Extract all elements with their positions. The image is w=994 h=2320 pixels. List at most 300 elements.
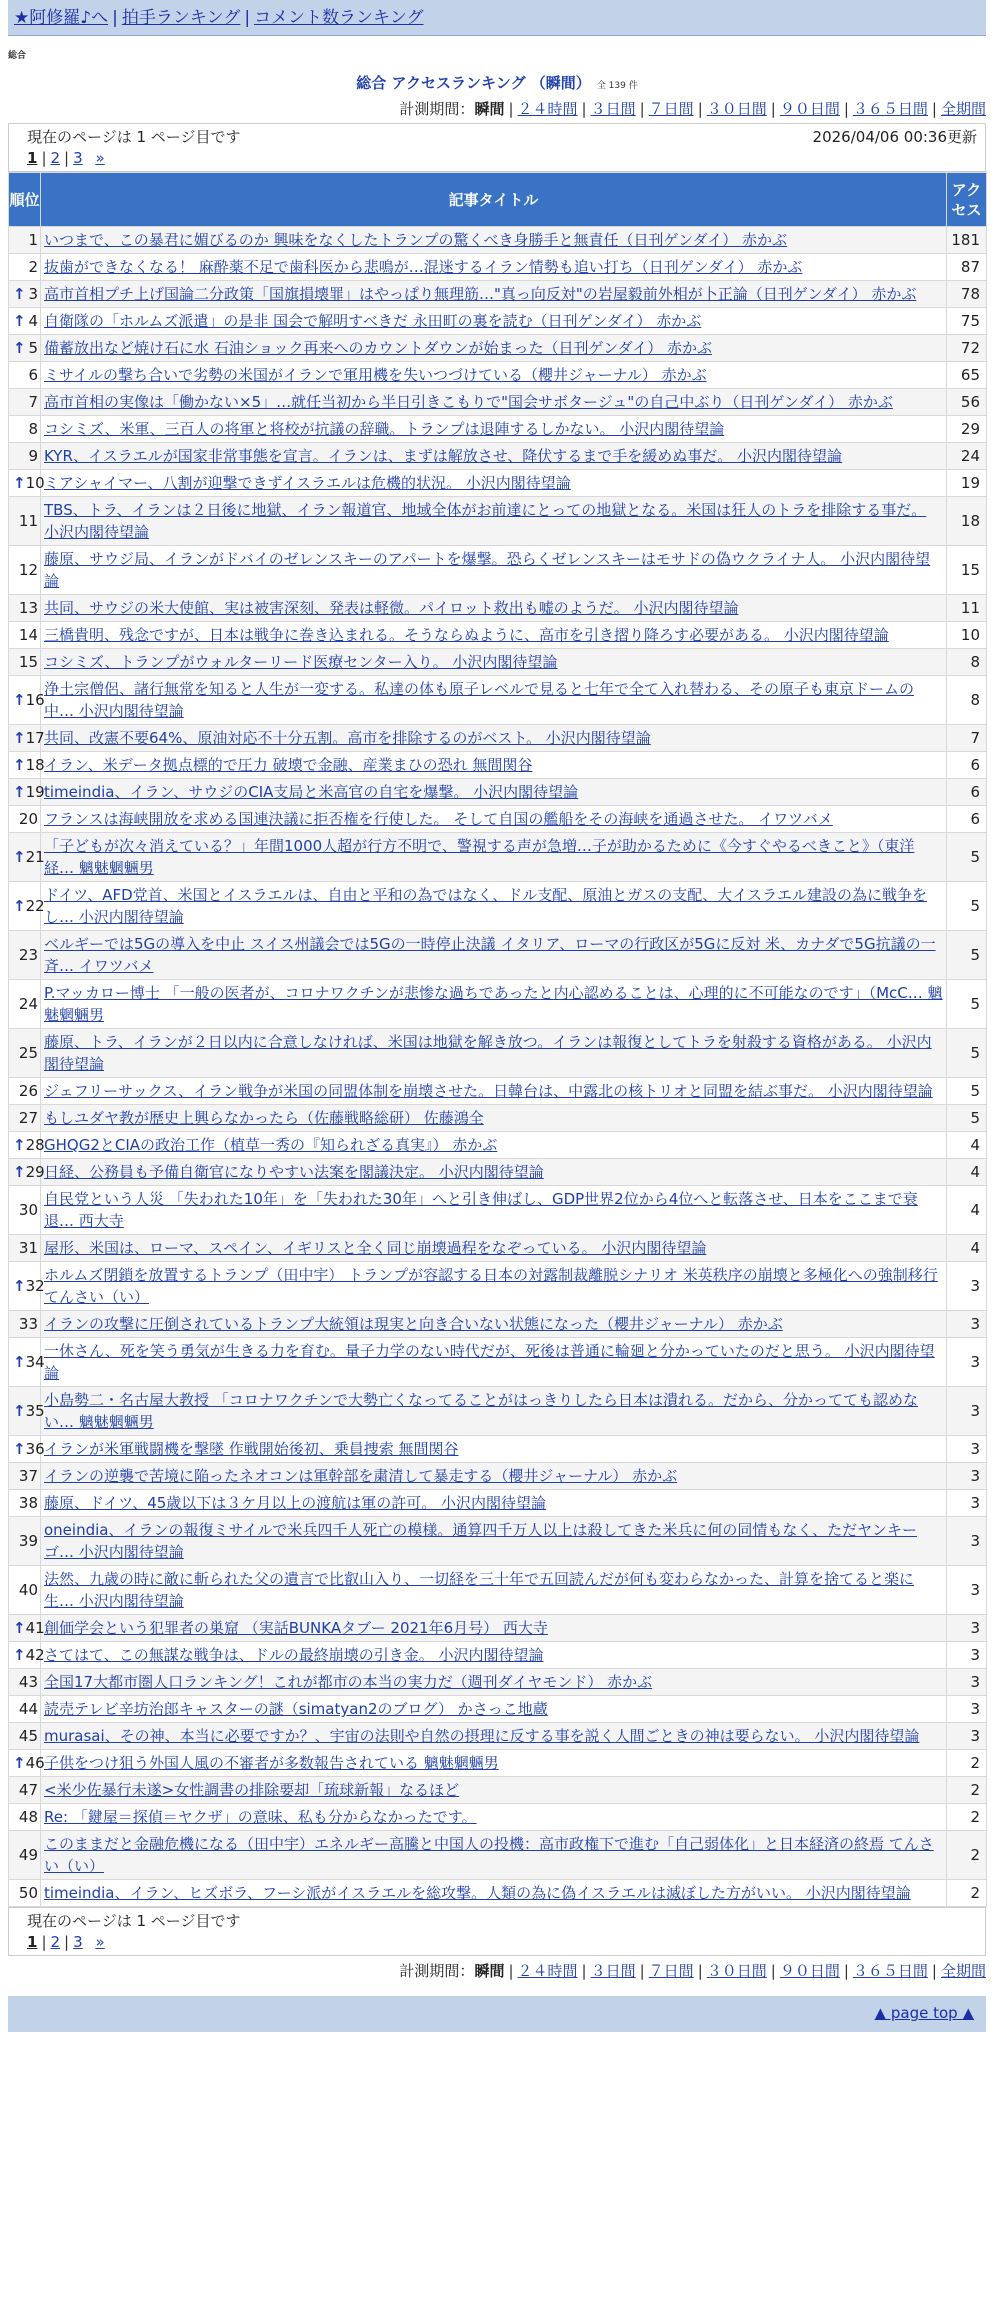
title-cell — [41, 752, 947, 779]
rank-up-arrow-icon: ↑ — [13, 691, 26, 709]
rank-number: 27 — [18, 1109, 38, 1127]
article-title-link[interactable]: P.マッカロー博士 「一般の医者が、コロナワクチンが悲惨な過ちであったと内心認めることは、心理的に不可能なのです」（McC… 魑魅魍魎男 — [44, 984, 943, 1024]
rank-number: 6 — [28, 366, 38, 384]
table-row — [9, 497, 987, 546]
rank-number: 14 — [18, 626, 38, 644]
page-link-2[interactable]: 2 — [50, 149, 61, 167]
article-title-link[interactable]: 抜歯ができなくなる！ 麻酔薬不足で歯科医から悲鳴が…混迷するイラン情勢も追い打ち（日刊ゲンダイ） 赤かぶ — [44, 258, 803, 276]
article-title-link[interactable]: 読売テレビ辛坊治郎キャスターの謎（simatyan2のブログ） かさっこ地蔵 — [44, 1700, 548, 1718]
column-header-rank: 順位 — [9, 173, 41, 227]
access-count: 18 — [947, 497, 987, 546]
rank-cell — [9, 1696, 41, 1723]
table-row — [9, 1436, 987, 1463]
rank-up-arrow-icon: ↑ — [13, 1402, 26, 1420]
article-title-link[interactable]: さてはて、この無謀な戦争は、ドルの最終崩壊の引き金。 小沢内閣待望論 — [44, 1646, 544, 1664]
table-row — [9, 389, 987, 416]
article-title-link[interactable]: コシミズ、トランプがウォルターリード医療センター入り。 小沢内閣待望論 — [44, 653, 558, 671]
title-cell — [41, 1831, 947, 1880]
title-cell — [41, 931, 947, 980]
title-cell — [41, 595, 947, 622]
article-title-link[interactable]: 藤原、トラ、イランが２日以内に合意しなければ、米国は地獄を解き放つ。イランは報復としてトラを射殺する資格がある。 小沢内閣待望論 — [44, 1033, 932, 1073]
article-title-link[interactable]: ベルギーでは5Gの導入を中止 スイス州議会では5Gの一時停止決議 イタリア、ローマの行政区が5Gに反対 米、カナダで5G抗議の一斉… イワツバメ — [44, 935, 936, 975]
table-row — [9, 1387, 987, 1436]
rank-number: 29 — [25, 1163, 45, 1181]
table-row — [9, 779, 987, 806]
table-row — [9, 833, 987, 882]
article-title-link[interactable]: ドイツ、AFD党首、米国とイスラエルは、自由と平和の為ではなく、ドル支配、原油とガスの支配、大イスラエル建設の為に戦争をし… 小沢内閣待望論 — [44, 886, 928, 926]
title-cell — [41, 1669, 947, 1696]
title-cell — [41, 1804, 947, 1831]
title-cell — [41, 281, 947, 308]
rank-up-arrow-icon: ↑ — [13, 729, 26, 747]
article-title-link[interactable]: 藤原、サウジ局、イランがドバイのゼレンスキーのアパートを爆撃。恐らくゼレンスキーはモサドの偽ウクライナ人。 小沢内閣待望論 — [44, 550, 931, 590]
rank-cell — [9, 931, 41, 980]
rank-cell — [9, 806, 41, 833]
rank-number: 38 — [18, 1494, 38, 1512]
title-cell — [41, 806, 947, 833]
period-link-24h[interactable]: ２４時間 — [517, 100, 578, 118]
access-count: 8 — [947, 649, 987, 676]
title-cell — [41, 1235, 947, 1262]
current-page-text: 現在のページは 1 ページ目です — [27, 128, 241, 146]
access-count: 87 — [947, 254, 987, 281]
article-title-link[interactable]: timeindia、イラン、サウジのCIA支局と米高官の自宅を爆撃。 小沢内閣待望論 — [44, 783, 579, 801]
nav-separator: | — [244, 8, 251, 28]
rank-number: 39 — [18, 1532, 38, 1550]
table-row — [9, 1132, 987, 1159]
article-title-link[interactable]: TBS、トラ、イランは２日後に地獄、イラン報道官、地域全体がお前達にとっての地獄となる。米国は狂人のトラを排除する事だ。 小沢内閣待望論 — [44, 501, 927, 541]
page-link-2-bottom[interactable]: 2 — [50, 1933, 61, 1951]
rank-cell — [9, 1880, 41, 1907]
period-link-365d[interactable]: ３６５日間 — [852, 100, 928, 118]
article-title-link[interactable]: 創価学会という犯罪者の巣窟 （実話BUNKAタブー 2021年6月号） 西大寺 — [44, 1619, 548, 1637]
access-count: 3 — [947, 1669, 987, 1696]
rank-cell — [9, 227, 41, 254]
access-count: 5 — [947, 1105, 987, 1132]
table-row — [9, 1615, 987, 1642]
access-count: 7 — [947, 725, 987, 752]
access-count: 3 — [947, 1615, 987, 1642]
rank-cell — [9, 833, 45, 882]
title-cell — [41, 1436, 947, 1463]
rank-cell — [9, 389, 41, 416]
article-title-link[interactable]: 自衛隊の「ホルムズ派遣」の是非 国会で解明すべきだ 永田町の裏を読む（日刊ゲンダイ） 赤かぶ — [44, 312, 702, 330]
rank-cell — [9, 595, 41, 622]
article-title-link[interactable]: 一休さん、死を笑う勇気が生きる力を育む。量子力学のない時代だが、死後は普通に輪廻と分かっていたのだと思う。 小沢内閣待望論 — [44, 1342, 935, 1382]
rank-cell — [9, 1517, 41, 1566]
table-row — [9, 335, 987, 362]
column-header-title: 記事タイトル — [41, 173, 947, 227]
rank-cell — [9, 779, 45, 806]
title-cell — [41, 470, 947, 497]
page-link-3-bottom[interactable]: 3 — [73, 1933, 83, 1951]
rank-cell — [9, 1642, 45, 1669]
access-count: 5 — [947, 833, 987, 882]
title-cell — [41, 362, 947, 389]
rank-up-arrow-icon: ↑ — [13, 1619, 26, 1637]
access-count: 3 — [947, 1490, 987, 1517]
article-title-link[interactable]: 共同、サウジの米大使館、実は被害深刻、発表は軽微。パイロット救出も嘘のようだ。 小沢内閣待望論 — [44, 599, 739, 617]
table-row — [9, 1186, 987, 1235]
title-cell — [41, 1642, 947, 1669]
title-cell — [41, 1132, 947, 1159]
rank-number: 33 — [18, 1315, 38, 1333]
period-link-7d-bottom[interactable]: ７日間 — [648, 1962, 694, 1980]
period-link-30d[interactable]: ３０日間 — [706, 100, 767, 118]
table-row — [9, 725, 987, 752]
table-row — [9, 1338, 987, 1387]
page-top-link[interactable]: ▲ page top ▲ — [874, 2004, 974, 2022]
rank-up-arrow-icon: ↑ — [13, 1440, 26, 1458]
access-count: 6 — [947, 752, 987, 779]
footer-bar — [8, 1996, 986, 2032]
title-cell — [41, 1777, 947, 1804]
access-count: 29 — [947, 416, 987, 443]
rank-cell — [9, 1029, 41, 1078]
table-row — [9, 1105, 987, 1132]
rank-cell — [9, 1723, 41, 1750]
access-count: 3 — [947, 1387, 987, 1436]
period-link-3d[interactable]: ３日間 — [590, 100, 636, 118]
rank-number: 43 — [18, 1673, 38, 1691]
rank-number: 42 — [25, 1646, 45, 1664]
rank-cell — [9, 1159, 45, 1186]
rank-cell — [9, 1804, 41, 1831]
article-title-link[interactable]: 「子どもが次々消えている？」年間1000人超が行方不明で、警視する声が急増…子が助かるために《今すぐやるべきこと》（東洋経… 魑魅魍魎男 — [44, 837, 915, 877]
access-count: 6 — [947, 806, 987, 833]
rank-number: 40 — [18, 1581, 38, 1599]
category-tag: 総合 — [8, 51, 27, 61]
rank-cell — [9, 725, 45, 752]
article-title-link[interactable]: 屋形、米国は、ローマ、スペイン、イギリスと全く同じ崩壊過程をなぞっている。 小沢内閣待望論 — [44, 1239, 707, 1257]
table-row — [9, 1566, 987, 1615]
rank-cell — [9, 443, 41, 470]
article-title-link[interactable]: 小島勢二・名古屋大教授 「コロナワクチンで大勢亡くなってることがはっきりしたら日本は潰れる。だから、分かってても認めない… 魑魅魍魎男 — [44, 1391, 919, 1431]
rank-number: 13 — [18, 599, 38, 617]
table-row — [9, 1831, 987, 1880]
article-title-link[interactable]: 自民党という人災 「失われた10年」を「失われた30年」へと引き伸ばし、GDP世界2位から4位へと転落させ、日本をここまで衰退… 西大寺 — [44, 1190, 918, 1230]
title-cell — [41, 980, 947, 1029]
rank-cell — [9, 308, 41, 335]
article-title-link[interactable]: イラン、米データ拠点標的で圧力 破壊で金融、産業まひの恐れ 無間関谷 — [44, 756, 533, 774]
pagination-top: 1 | 2 | 3 » — [27, 149, 105, 167]
title-cell — [41, 833, 947, 882]
access-count: 4 — [947, 1159, 987, 1186]
title-cell — [41, 546, 947, 595]
period-label-bottom: 計測期間： — [399, 1962, 475, 1980]
access-count: 4 — [947, 1235, 987, 1262]
nav-link-asyura-home[interactable]: ★阿修羅♪へ — [14, 8, 109, 28]
rank-number: 37 — [18, 1467, 38, 1485]
period-link-24h-bottom[interactable]: ２４時間 — [517, 1962, 578, 1980]
access-count: 5 — [947, 1078, 987, 1105]
table-row — [9, 254, 987, 281]
table-row — [9, 546, 987, 595]
title-cell — [41, 725, 947, 752]
rank-cell — [9, 1186, 41, 1235]
title-cell — [41, 1566, 947, 1615]
access-count: 3 — [947, 1696, 987, 1723]
table-row — [9, 1642, 987, 1669]
nav-link-applause-ranking[interactable]: 拍手ランキング — [121, 8, 241, 28]
access-count: 4 — [947, 1186, 987, 1235]
page-link-3[interactable]: 3 — [73, 149, 83, 167]
title-cell — [41, 443, 947, 470]
article-title-link[interactable]: 三橋貴明、残念ですが、日本は戦争に巻き込まれる。そうならぬように、高市を引き摺り降ろす必要がある。 小沢内閣待望論 — [44, 626, 889, 644]
ranking-table — [8, 172, 987, 1907]
rank-cell — [9, 254, 41, 281]
article-title-link[interactable]: <米少佐暴行未遂>女性調書の排除要却「琉球新報」なるほど — [44, 1781, 460, 1799]
access-count: 3 — [947, 1566, 987, 1615]
rank-up-arrow-icon: ↑ — [13, 848, 26, 866]
table-row — [9, 416, 987, 443]
rank-cell — [9, 752, 45, 779]
rank-cell — [9, 1387, 45, 1436]
rank-number: 20 — [18, 810, 38, 828]
table-row — [9, 752, 987, 779]
rank-number: 50 — [18, 1884, 38, 1902]
article-title-link[interactable]: いつまで、この暴君に媚びるのか 興味をなくしたトランプの驚くべき身勝手と無責任（日刊ゲンダイ） 赤かぶ — [44, 231, 788, 249]
article-title-link[interactable]: murasai、その神、本当に必要ですか？、宇宙の法則や自然の摂理に反する事を説く人間ごときの神は要らない。 小沢内閣待望論 — [44, 1727, 920, 1745]
rank-number: 36 — [25, 1440, 45, 1458]
period-selector-top: 計測期間：瞬間 | ２４時間 | ３日間 | ７日間 | ３０日間 | ９０日間 | ３６５日間 | 全期間 — [399, 100, 986, 118]
access-count: 75 — [947, 308, 987, 335]
article-title-link[interactable]: 共同、改憲不要64%、原油対応不十分五割。高市を排除するのがベスト。 小沢内閣待望論 — [44, 729, 651, 747]
rank-number: 47 — [18, 1781, 38, 1799]
period-label: 計測期間： — [399, 100, 475, 118]
rank-cell — [9, 1105, 41, 1132]
column-header-access: アクセス — [947, 173, 987, 227]
rank-cell — [9, 1132, 45, 1159]
rank-number: 25 — [18, 1044, 38, 1062]
access-count: 2 — [947, 1777, 987, 1804]
title-cell — [41, 1615, 947, 1642]
access-count: 3 — [947, 1517, 987, 1566]
rank-cell — [9, 1831, 41, 1880]
access-count: 15 — [947, 546, 987, 595]
article-title-link[interactable]: Re: 「鍵屋＝探偵＝ヤクザ」の意味、私も分からなかったです。 — [44, 1808, 477, 1826]
article-title-link[interactable]: イランが米軍戦闘機を撃墜 作戦開始後初、乗員捜索 無間関谷 — [44, 1440, 459, 1458]
table-row — [9, 362, 987, 389]
rank-cell — [9, 546, 41, 595]
period-link-90d[interactable]: ９０日間 — [779, 100, 840, 118]
article-title-link[interactable]: ミアシャイマー、八割が迎撃できずイスラエルは危機的状況。 小沢内閣待望論 — [44, 474, 571, 492]
table-row — [9, 281, 987, 308]
title-cell — [41, 497, 947, 546]
article-title-link[interactable]: イランの逆襲で苦境に陥ったネオコンは軍幹部を粛清して暴走する（櫻井ジャーナル） 赤かぶ — [44, 1467, 678, 1485]
rank-up-arrow-icon: ↑ — [13, 1754, 26, 1772]
article-title-link[interactable]: 高市首相の実像は「働かない×5」…就任当初から半日引きこもりで"国会サボタージュ"の自己中ぶり（日刊ゲンダイ） 赤かぶ — [44, 393, 893, 411]
rank-cell — [9, 1311, 41, 1338]
page-info-bottom — [8, 1907, 986, 1956]
title-cell — [41, 882, 947, 931]
article-title-link[interactable]: もしユダヤ教が歴史上興らなかったら（佐藤戦略総研） 佐藤鴻全 — [44, 1109, 484, 1127]
rank-number: 4 — [28, 312, 38, 330]
rank-number: 12 — [18, 561, 38, 579]
article-title-link[interactable]: timeindia、イラン、ヒズボラ、フーシ派がイスラエルを総攻撃。人類の為に偽イスラエルは滅ぼした方がいい。 小沢内閣待望論 — [44, 1884, 911, 1902]
title-cell — [41, 1078, 947, 1105]
rank-up-arrow-icon: ↑ — [13, 1277, 26, 1295]
rank-number: 24 — [18, 995, 38, 1013]
period-link-3d-bottom[interactable]: ３日間 — [590, 1962, 636, 1980]
rank-up-arrow-icon: ↑ — [13, 1646, 26, 1664]
article-title-link[interactable]: 日経、公務員も予備自衛官になりやすい法案を閣議決定。 小沢内閣待望論 — [44, 1163, 544, 1181]
article-title-link[interactable]: イランの攻撃に圧倒されているトランプ大統領は現実と向き合いない状態になった（櫻井ジャーナル） 赤かぶ — [44, 1315, 783, 1333]
rank-number: 10 — [25, 474, 45, 492]
rank-number: 31 — [18, 1239, 38, 1257]
rank-cell — [9, 980, 41, 1029]
page-current-bottom: 1 — [27, 1933, 38, 1951]
period-link-7d[interactable]: ７日間 — [648, 100, 694, 118]
title-cell — [41, 254, 947, 281]
period-link-90d-bottom[interactable]: ９０日間 — [779, 1962, 840, 1980]
table-row — [9, 1029, 987, 1078]
access-count: 2 — [947, 1804, 987, 1831]
title-cell — [41, 1159, 947, 1186]
period-current: 瞬間 — [474, 100, 505, 118]
page-next-link-bottom[interactable]: » — [95, 1933, 105, 1951]
period-current-bottom: 瞬間 — [474, 1962, 505, 1980]
access-count: 4 — [947, 1132, 987, 1159]
article-title-link[interactable]: 高市首相プチ上げ国論二分政策「国旗損壊罪」はやっぱり無理筋…"真っ向反対"の岩屋毅前外相が卜正論（日刊ゲンダイ） 赤かぶ — [44, 285, 917, 303]
table-row — [9, 931, 987, 980]
rank-cell — [9, 497, 41, 546]
access-count: 3 — [947, 1436, 987, 1463]
table-row — [9, 470, 987, 497]
article-title-link[interactable]: 法然、九歳の時に敵に斬られた父の遺言で比叡山入り、一切経を三十年で五回読んだが何も変わらなかった、計算を捨てると楽に生… 小沢内閣待望論 — [44, 1570, 915, 1610]
article-title-link[interactable]: 子供をつけ狙う外国人風の不審者が多数報告されている 魑魅魍魎男 — [44, 1754, 499, 1772]
current-page-text-bottom: 現在のページは 1 ページ目です — [27, 1912, 241, 1930]
rank-number: 11 — [18, 512, 38, 530]
access-count: 3 — [947, 1463, 987, 1490]
total-count: 全 139 件 — [596, 81, 638, 91]
table-row — [9, 1777, 987, 1804]
rank-number: 22 — [25, 897, 45, 915]
nav-link-comment-ranking[interactable]: コメント数ランキング — [254, 8, 424, 28]
article-title-link[interactable]: 全国17大都市圏人口ランキング！これが都市の本当の実力だ（週刊ダイヤモンド） 赤かぶ — [44, 1673, 653, 1691]
rank-cell — [9, 1615, 45, 1642]
access-count: 6 — [947, 779, 987, 806]
rank-number: 49 — [18, 1846, 38, 1864]
table-row — [9, 1078, 987, 1105]
period-link-all[interactable]: 全期間 — [940, 100, 986, 118]
access-count: 2 — [947, 1880, 987, 1907]
rank-up-arrow-icon: ↑ — [13, 339, 26, 357]
rank-number: 46 — [25, 1754, 45, 1772]
table-row — [9, 1235, 987, 1262]
access-count: 3 — [947, 1262, 987, 1311]
access-count: 56 — [947, 389, 987, 416]
rank-number: 7 — [28, 393, 38, 411]
rank-number: 28 — [25, 1136, 45, 1154]
rank-number: 30 — [18, 1201, 38, 1219]
table-row — [9, 980, 987, 1029]
rank-cell — [9, 1235, 41, 1262]
article-title-link[interactable]: 浄土宗僧侶、諸行無常を知ると人生が一変する。私達の体も原子レベルで見ると七年で全て入れ替わる、その原子も東京ドームの中… 小沢内閣待望論 — [44, 680, 915, 720]
table-row — [9, 1463, 987, 1490]
rank-number: 21 — [25, 848, 45, 866]
rank-number: 17 — [25, 729, 45, 747]
rank-cell — [9, 1750, 45, 1777]
table-row — [9, 882, 987, 931]
article-title-link[interactable]: コシミズ、米軍、三百人の将軍と将校が抗議の辞職。トランプは退陣するしかない。 小沢内閣待望論 — [44, 420, 725, 438]
page-title — [0, 73, 994, 96]
rank-cell — [9, 416, 41, 443]
access-count: 19 — [947, 470, 987, 497]
access-count: 10 — [947, 622, 987, 649]
table-row — [9, 1723, 987, 1750]
article-title-link[interactable]: ジェフリーサックス、イラン戦争が米国の同盟体制を崩壊させた。日韓台は、中露北の核トリオと同盟を結ぶ事だ。 小沢内閣待望論 — [44, 1082, 933, 1100]
rank-number: 44 — [18, 1700, 38, 1718]
rank-cell — [9, 1078, 41, 1105]
updated-timestamp: 2026/04/06 00:36更新 — [812, 128, 977, 146]
article-title-link[interactable]: このままだと金融危機になる（田中宇）エネルギー高騰と中国人の投機：高市政権下で進む「自己弱体化」と日本経済の終焉 てんさい（い） — [44, 1835, 934, 1875]
rank-number: 16 — [25, 691, 45, 709]
title-cell — [41, 1387, 947, 1436]
table-row — [9, 676, 987, 725]
title-cell — [41, 1029, 947, 1078]
article-title-link[interactable]: ホルムズ閉鎖を放置するトランプ（田中宇） トランプが容認する日本の対露制裁離脱シナリオ 米英秩序の崩壊と多極化への強制移行 てんさい（い） — [44, 1266, 938, 1306]
rank-cell — [9, 1777, 41, 1804]
period-link-all-bottom[interactable]: 全期間 — [940, 1962, 986, 1980]
rank-cell — [9, 622, 41, 649]
rank-number: 32 — [25, 1277, 45, 1295]
title-cell — [41, 622, 947, 649]
access-count: 11 — [947, 595, 987, 622]
table-row — [9, 806, 987, 833]
table-row — [9, 1262, 987, 1311]
page-next-link[interactable]: » — [95, 149, 105, 167]
access-count: 3 — [947, 1338, 987, 1387]
title-cell — [41, 335, 947, 362]
page-title-text: 総合 アクセスランキング （瞬間） — [356, 74, 591, 92]
title-cell — [41, 649, 947, 676]
article-title-link[interactable]: 備蓄放出など焼け石に水 石油ショック再来へのカウントダウンが始まった（日刊ゲンダイ） 赤かぶ — [44, 339, 713, 357]
rank-cell — [9, 1669, 41, 1696]
access-count: 65 — [947, 362, 987, 389]
table-row — [9, 649, 987, 676]
article-title-link[interactable]: フランスは海峡開放を求める国連決議に拒否権を行使した。 そして自国の艦船をその海峡を通過させた。 イワツバメ — [44, 810, 833, 828]
title-cell — [41, 1186, 947, 1235]
article-title-link[interactable]: GHQG2とCIAの政治工作（植草一秀の『知られざる真実』） 赤かぶ — [44, 1136, 498, 1154]
access-count: 5 — [947, 882, 987, 931]
article-title-link[interactable]: KYR、イスラエルが国家非常事態を宣言。イランは、まずは解放させ、降伏するまで手を緩めぬ事だ。 小沢内閣待望論 — [44, 447, 843, 465]
rank-cell — [9, 362, 41, 389]
article-title-link[interactable]: ミサイルの撃ち合いで劣勢の米国がイランで軍用機を失いつづけている（櫻井ジャーナル） 赤かぶ — [44, 366, 707, 384]
article-title-link[interactable]: oneindia、イランの報復ミサイルで米兵四千人死亡の模様。通算四千万人以上は殺してきた米兵に何の同情もなく、ただヤンキーゴ… 小沢内閣待望論 — [44, 1521, 917, 1561]
rank-up-arrow-icon: ↑ — [13, 1136, 26, 1154]
rank-cell — [9, 1463, 41, 1490]
top-navigation — [8, 0, 986, 36]
table-row — [9, 1669, 987, 1696]
article-title-link[interactable]: 藤原、ドイツ、45歳以下は３ケ月以上の渡航は軍の許可。 小沢内閣待望論 — [44, 1494, 547, 1512]
table-row — [9, 1750, 987, 1777]
rank-up-arrow-icon: ↑ — [13, 1163, 26, 1181]
rank-number: 19 — [25, 783, 45, 801]
title-cell — [41, 1105, 947, 1132]
title-cell — [41, 1880, 947, 1907]
period-link-30d-bottom[interactable]: ３０日間 — [706, 1962, 767, 1980]
access-count: 3 — [947, 1642, 987, 1669]
rank-cell — [9, 335, 41, 362]
nav-separator: | — [112, 8, 118, 28]
rank-number: 41 — [25, 1619, 45, 1637]
rank-number: 8 — [28, 420, 38, 438]
rank-up-arrow-icon: ↑ — [13, 756, 26, 774]
period-link-365d-bottom[interactable]: ３６５日間 — [852, 1962, 928, 1980]
access-count: 3 — [947, 1723, 987, 1750]
rank-cell — [9, 1338, 45, 1387]
